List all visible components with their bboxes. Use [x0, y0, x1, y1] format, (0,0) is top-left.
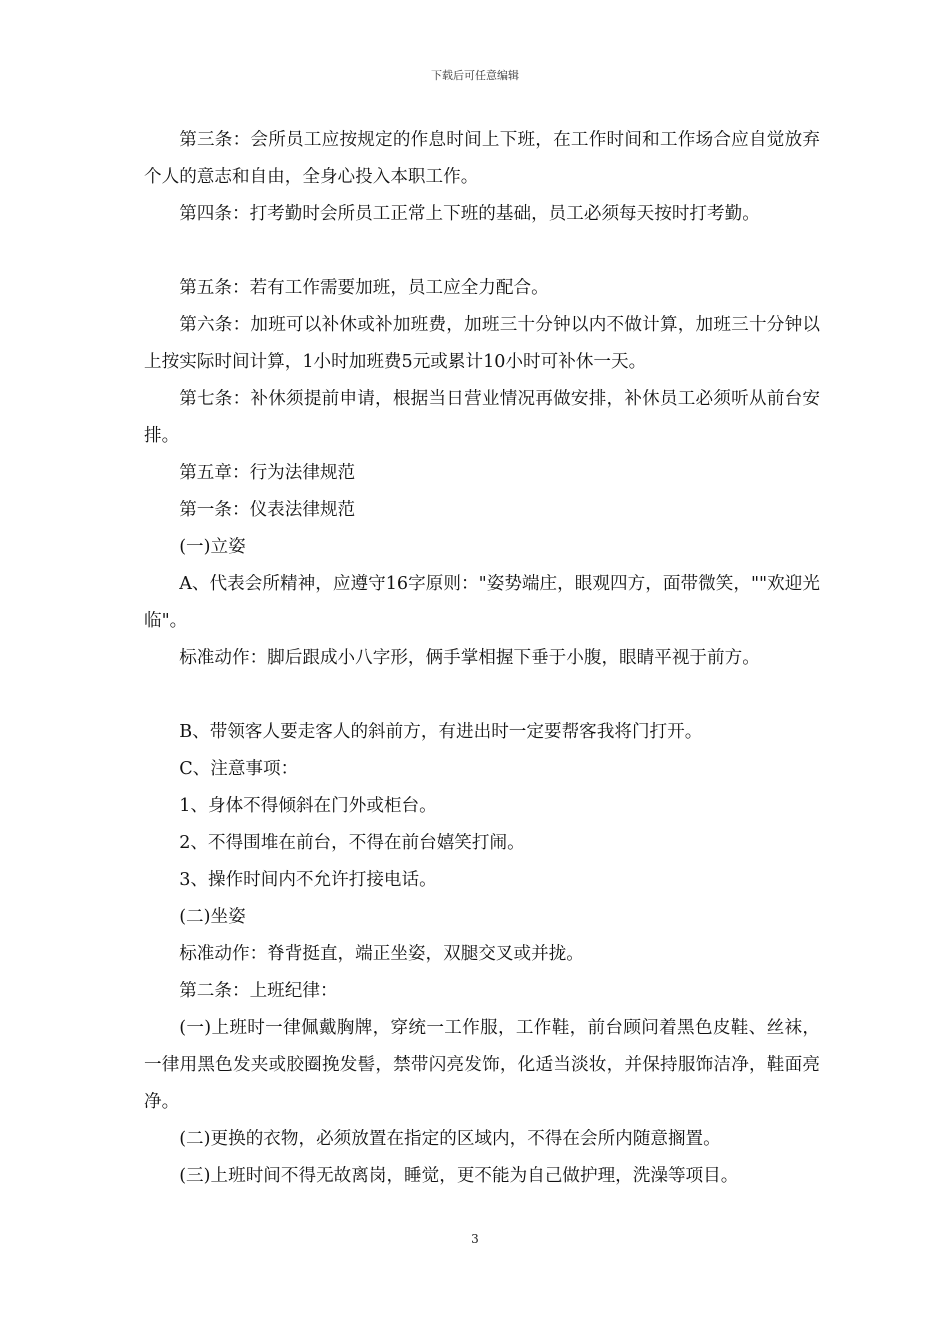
- subsection-sitting: (二)坐姿: [179, 907, 246, 927]
- document-body: [144, 122, 820, 1195]
- list-item-2: 2、不得围堆在前台，不得在前台嬉笑打闹。: [179, 833, 525, 853]
- paragraph-sitting-action: 标准动作：脊背挺直，端正坐姿，双腿交叉或并拢。: [179, 944, 584, 964]
- paragraph-item-b: B、带领客人要走客人的斜前方，有进出时一定要帮客我将门打开。: [179, 722, 703, 742]
- blank-line: [144, 677, 820, 714]
- paragraph-standard-action: 标准动作：脚后跟成小八字形，俩手掌相握下垂于小腹，眼睛平视于前方。: [179, 648, 760, 668]
- list-item-1: 1、身体不得倾斜在门外或柜台。: [179, 796, 437, 816]
- paragraph-discipline-2: (二)更换的衣物，必须放置在指定的区域内，不得在会所内随意搁置。: [179, 1129, 721, 1149]
- paragraph-discipline-3: (三)上班时间不得无故离岗，睡觉，更不能为自己做护理，洗澡等项目。: [179, 1166, 739, 1186]
- chapter-heading: 第五章：行为法律规范: [179, 463, 356, 483]
- paragraph-article-7: 第七条：补休须提前申请，根据当日营业情况再做安排，补休员工必须听从前台安排。: [144, 389, 820, 446]
- list-item-3: 3、操作时间内不允许打接电话。: [179, 870, 437, 890]
- section-discipline: 第二条：上班纪律：: [179, 981, 338, 1001]
- paragraph-article-5: 第五条：若有工作需要加班，员工应全力配合。: [179, 278, 549, 298]
- paragraph-discipline-1: (一)上班时一律佩戴胸牌，穿统一工作服，工作鞋，前台顾问着黑色皮鞋、丝袜，一律用黑色发夹或胶圈挽发髻，禁带闪亮发饰，化适当淡妆，并保持服饰洁净，鞋面亮净。: [144, 1018, 820, 1112]
- page-header: 下载后可任意编辑: [431, 69, 519, 82]
- paragraph-item-c: C、注意事项：: [179, 759, 299, 779]
- blank-line: [144, 233, 820, 270]
- paragraph-article-6: 第六条：加班可以补休或补加班费，加班三十分钟以内不做计算，加班三十分钟以上按实际时间计算，1小时加班费5元或累计10小时可补休一天。: [144, 315, 820, 372]
- subsection-standing: (一)立姿: [179, 537, 246, 557]
- paragraph-item-a: A、代表会所精神，应遵守16字原则："姿势端庄，眼观四方，面带微笑，""欢迎光临"。: [144, 574, 820, 631]
- paragraph-article-3: 第三条：会所员工应按规定的作息时间上下班，在工作时间和工作场合应自觉放弃个人的意志和自由，全身心投入本职工作。: [144, 130, 820, 187]
- paragraph-article-4: 第四条：打考勤时会所员工正常上下班的基础，员工必须每天按时打考勤。: [179, 204, 760, 224]
- page-number: 3: [471, 1232, 479, 1246]
- section-heading: 第一条：仪表法律规范: [179, 500, 356, 520]
